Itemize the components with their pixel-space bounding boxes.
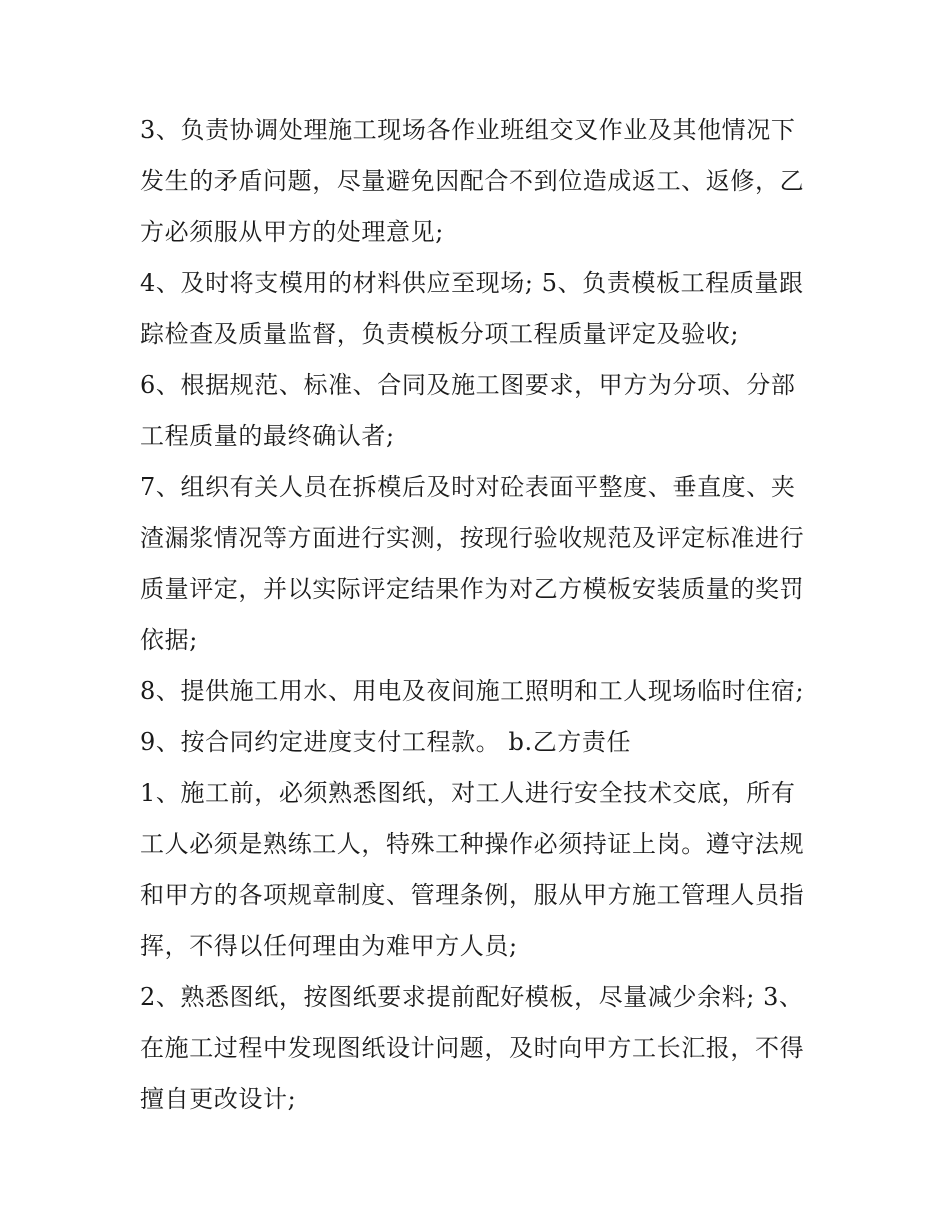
document-body xyxy=(140,105,820,1125)
text-line: 挥，不得以任何理由为难甲方人员; xyxy=(140,932,518,960)
text-line: 方必须服从甲方的处理意见; xyxy=(140,218,444,246)
text-line: 擅自更改设计; xyxy=(140,1085,297,1113)
text-line: 9、按合同约定进度支付工程款。 b.乙方责任 xyxy=(140,728,632,756)
text-line: 3、负责协调处理施工现场各作业班组交叉作业及其他情况下 xyxy=(140,116,796,144)
text-line: 和甲方的各项规章制度、管理条例，服从甲方施工管理人员指 xyxy=(140,881,805,909)
text-line: 工程质量的最终确认者; xyxy=(140,422,395,450)
text-line: 渣漏浆情况等方面进行实测，按现行验收规范及评定标准进行 xyxy=(140,524,805,552)
text-line: 6、根据规范、标准、合同及施工图要求，甲方为分项、分部 xyxy=(140,371,796,399)
text-line: 在施工过程中发现图纸设计问题，及时向甲方工长汇报，不得 xyxy=(140,1034,805,1062)
text-line: 8、提供施工用水、用电及夜间施工照明和工人现场临时住宿; xyxy=(140,677,805,705)
text-line: 4、及时将支模用的材料供应至现场; 5、负责模板工程质量跟 xyxy=(140,269,804,297)
text-line: 踪检查及质量监督，负责模板分项工程质量评定及验收; xyxy=(140,320,740,348)
text-line: 7、组织有关人员在拆模后及时对砼表面平整度、垂直度、夹 xyxy=(140,473,796,501)
text-line: 1、施工前，必须熟悉图纸，对工人进行安全技术交底，所有 xyxy=(140,779,796,807)
text-line: 依据; xyxy=(140,626,198,654)
text-line: 2、熟悉图纸，按图纸要求提前配好模板，尽量减少余料; 3、 xyxy=(140,983,804,1011)
text-line: 质量评定，并以实际评定结果作为对乙方模板安装质量的奖罚 xyxy=(140,575,805,603)
text-line: 工人必须是熟练工人，特殊工种操作必须持证上岗。遵守法规 xyxy=(140,830,805,858)
text-line: 发生的矛盾问题，尽量避免因配合不到位造成返工、返修，乙 xyxy=(140,167,805,195)
